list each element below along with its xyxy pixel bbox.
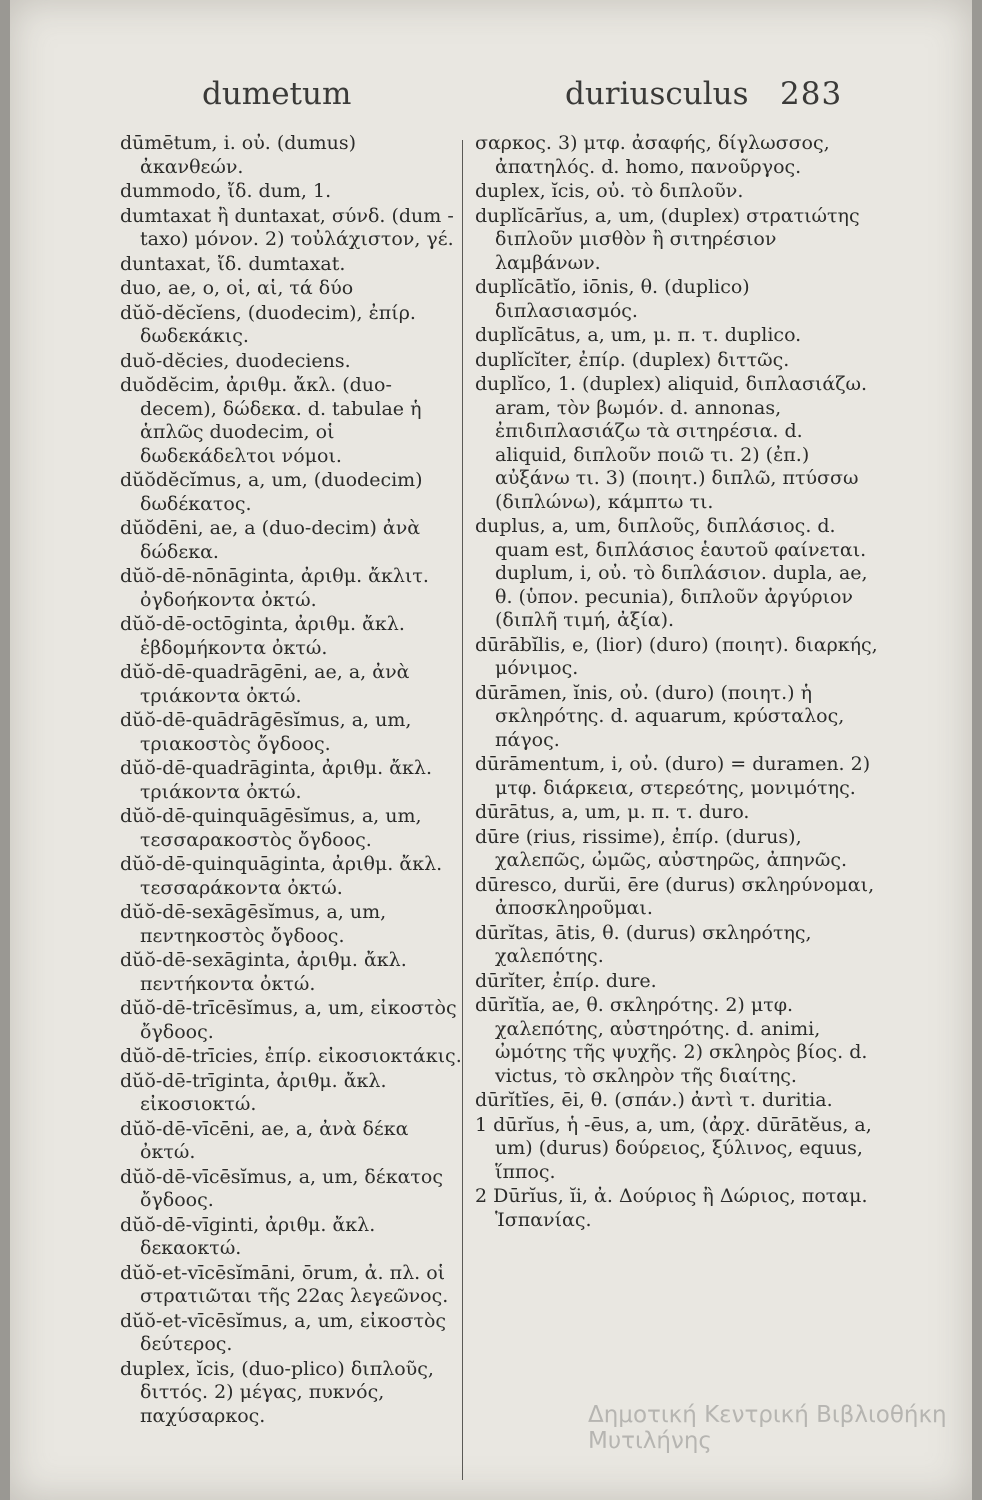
dictionary-entry: duplĭcĭter, ἐπίρ. (duplex) διττῶς. [475, 348, 790, 371]
dictionary-entry: dumtaxat ἢ duntaxat, σύνδ. (dum -taxo) μόνον. 2) τοὐλάχιστον, γέ. [120, 204, 454, 250]
dictionary-entry: duntaxat, ἴδ. dumtaxat. [120, 252, 346, 275]
dictionary-entry: duplus, a, um, διπλοῦς, διπλάσιος. d. quam est, διπλάσιος ἑαυτοῦ φαίνεται. duplum, i, οὐ. τὸ διπλάσιον. dupla, ae, θ. (ὑπον. pecunia), διπλοῦν ἀργύριον (διπλῆ τιμή, ἀξία). [475, 515, 868, 631]
dictionary-entry: duplex, ĭcis, οὐ. τὸ διπλοῦν. [475, 180, 744, 202]
dictionary-entry: dŭŏ-dē-trīcēsĭmus, a, um, εἰκοστὸς ὄγδοος. [120, 997, 457, 1043]
dictionary-entry: dŭŏ-dē-octōginta, ἀριθμ. ἄκλ. ἑβδομήκοντα ὀκτώ. [120, 613, 405, 659]
dictionary-entry: duo, ae, o, οἱ, αἱ, τά δύο [120, 277, 354, 299]
header-right-guideword: duriusculus [565, 76, 749, 112]
dictionary-entry: duplĭcātĭo, iōnis, θ. (duplico) διπλασιασμός. [475, 276, 750, 322]
dictionary-entry: dŭŏ-dē-vīcēsĭmus, a, um, δέκατος ὄγδοος. [120, 1165, 444, 1211]
left-column [120, 132, 465, 1429]
dictionary-entry: dŭŏ-dē-quinquāginta, ἀριθμ. ἄκλ. τεσσαράκοντα ὀκτώ. [120, 853, 443, 899]
dictionary-entry: duŏdĕcim, ἀριθμ. ἄκλ. (duo-decem), δώδεκα. d. tabulae ἡ ἁπλῶς duodecim, οἱ δωδεκάδελτοι νόμοι. [120, 374, 422, 467]
dictionary-entry: duplĭcātus, a, um, μ. π. τ. duplico. [475, 324, 802, 346]
dictionary-entry: dūresco, durŭi, ēre (durus) σκληρύνομαι, ἀποσκληροῦμαι. [475, 873, 875, 919]
dictionary-entry: dŭŏ-dĕcĭens, (duodecim), ἐπίρ. δωδεκάκις. [120, 301, 416, 347]
dictionary-entry: dūmētum, i. οὐ. (dumus) ἀκανθεών. [120, 132, 357, 178]
dictionary-entry: 1 dūrĭus, ἡ -ēus, a, um, (ἀρχ. dūrātĕus, a, um) (durus) δούρειος, ξύλινος, equus, ἵππος. [475, 1113, 872, 1183]
dictionary-entry: dŭŏ-et-vīcēsĭmus, a, um, εἰκοστὸς δεύτερος. [120, 1309, 447, 1355]
dictionary-entry: duplĭco, 1. (duplex) aliquid, διπλασιάζω. aram, τὸν βωμόν. d. annonas, ἐπιδιπλασιάζω τὰ σιτηρέσια. d. aliquid, διπλοῦν ποιῶ τι. 2) (ἐπ.) αὐξάνω τι. 3) (ποιητ.) διπλῶ, πτύσσω (διπλώνω), κάμπτω τι. [475, 373, 868, 513]
dictionary-entry: dŭŏ-dē-trīginta, ἀριθμ. ἄκλ. εἰκοσιοκτώ. [120, 1069, 387, 1115]
dictionary-entry: dūrāmen, ĭnis, οὐ. (duro) (ποιητ.) ἡ σκληρότης. d. aquarum, κρύσταλος, πάγος. [475, 681, 845, 751]
dictionary-entry: duŏ-dĕcies, duodeciens. [120, 349, 351, 372]
dictionary-entry: dŭŏ-dē-sexāgēsĭmus, a, um, πεντηκοστὸς ὄγδοος. [120, 901, 387, 947]
dictionary-page [10, 0, 972, 1500]
dictionary-entry: dŭŏ-dē-sexāginta, ἀριθμ. ἄκλ. πεντήκοντα ὀκτώ. [120, 949, 407, 995]
dictionary-entry: dŭŏ-dē-nōnāginta, ἀριθμ. ἄκλιτ. ὀγδοήκοντα ὀκτώ. [120, 565, 429, 611]
right-column [475, 132, 880, 1233]
dictionary-entry: dŭŏ-dē-quinquāgēsĭmus, a, um, τεσσαρακοστὸς ὄγδοος. [120, 805, 422, 851]
dictionary-entry: dūrāmentum, i, οὐ. (duro) = duramen. 2) μτφ. διάρκεια, στερεότης, μονιμότης. [475, 753, 871, 799]
dictionary-entry: dūrĭter, ἐπίρ. dure. [475, 969, 657, 992]
column-divider [462, 140, 463, 1480]
dictionary-entry: duplex, ĭcis, (duo-plico) διπλοῦς, διττός. 2) μέγας, πυκνός, παχύσαρκος. [120, 1357, 434, 1427]
dictionary-entry: dŭŏ-dē-quadrāgēni, ae, a, ἀνὰ τριάκοντα ὀκτώ. [120, 661, 410, 707]
dictionary-entry: duplĭcārĭus, a, um, (duplex) στρατιώτης διπλοῦν μισθὸν ἢ σιτηρέσιον λαμβάνων. [475, 204, 860, 274]
dictionary-entry: dummodo, ἴδ. dum, 1. [120, 180, 332, 202]
dictionary-entry: dŭŏ-dē-trīcies, ἐπίρ. εἰκοσιοκτάκις. [120, 1045, 462, 1067]
dictionary-entry: dūrĭtĭa, ae, θ. σκληρότης. 2) μτφ. χαλεπότης, αὐστηρότης. d. animi, ὠμότης τῆς ψυχῆς. 2) σκληρὸς βίος. d. victus, τὸ σκληρὸν τῆς διαίτης. [475, 994, 868, 1087]
dictionary-entry: dŭŏ-dē-quādrāgēsĭmus, a, um, τριακοστὸς ὄγδοος. [120, 709, 412, 755]
dictionary-entry: dŭŏdēni, ae, a (duo-decim) ἀνὰ δώδεκα. [120, 517, 421, 563]
dictionary-entry: dŭŏ-dē-quadrāginta, ἀριθμ. ἄκλ. τριάκοντα ὀκτώ. [120, 757, 433, 803]
dictionary-entry: dūrĭtas, ātis, θ. (durus) σκληρότης, χαλεπότης. [475, 921, 812, 967]
dictionary-entry: dūrātus, a, um, μ. π. τ. duro. [475, 801, 750, 823]
dictionary-entry: dŭŏ-et-vīcēsĭmāni, ōrum, ἀ. πλ. οἱ στρατιῶται τῆς 22ας λεγεῶνος. [120, 1261, 449, 1307]
dictionary-entry: dūrābĭlis, e, (lior) (duro) (ποιητ). διαρκής, μόνιμος. [475, 633, 878, 679]
dictionary-entry: dŭŏ-dē-vīginti, ἀριθμ. ἄκλ. δεκαοκτώ. [120, 1213, 376, 1259]
dictionary-entry: 2 Dūrĭus, ĭi, ἀ. Δούριος ἢ Δώριος, ποταμ. Ἱσπανίας. [475, 1185, 868, 1231]
dictionary-entry: dūrĭtĭes, ēi, θ. (σπάν.) ἀντὶ τ. duritia. [475, 1089, 833, 1111]
header-left-guideword: dumetum [202, 76, 352, 112]
page-number: 283 [780, 76, 843, 112]
page-header [10, 76, 972, 126]
library-watermark: Δημοτική Κεντρική Βιβλιοθήκη Μυτιλήνης [588, 1402, 947, 1454]
dictionary-entry: dŭŏdĕcĭmus, a, um, (duodecim) δωδέκατος. [120, 469, 423, 515]
dictionary-entry: dŭŏ-dē-vīcēni, ae, a, ἀνὰ δέκα ὀκτώ. [120, 1117, 409, 1163]
dictionary-entry: dūre (rius, rissime), ἐπίρ. (durus), χαλεπῶς, ὠμῶς, αὐστηρῶς, ἀπηνῶς. [475, 825, 848, 871]
dictionary-entry: σαρκος. 3) μτφ. ἀσαφής, δίγλωσσος, ἀπατηλός. d. homo, πανοῦργος. [475, 132, 830, 178]
